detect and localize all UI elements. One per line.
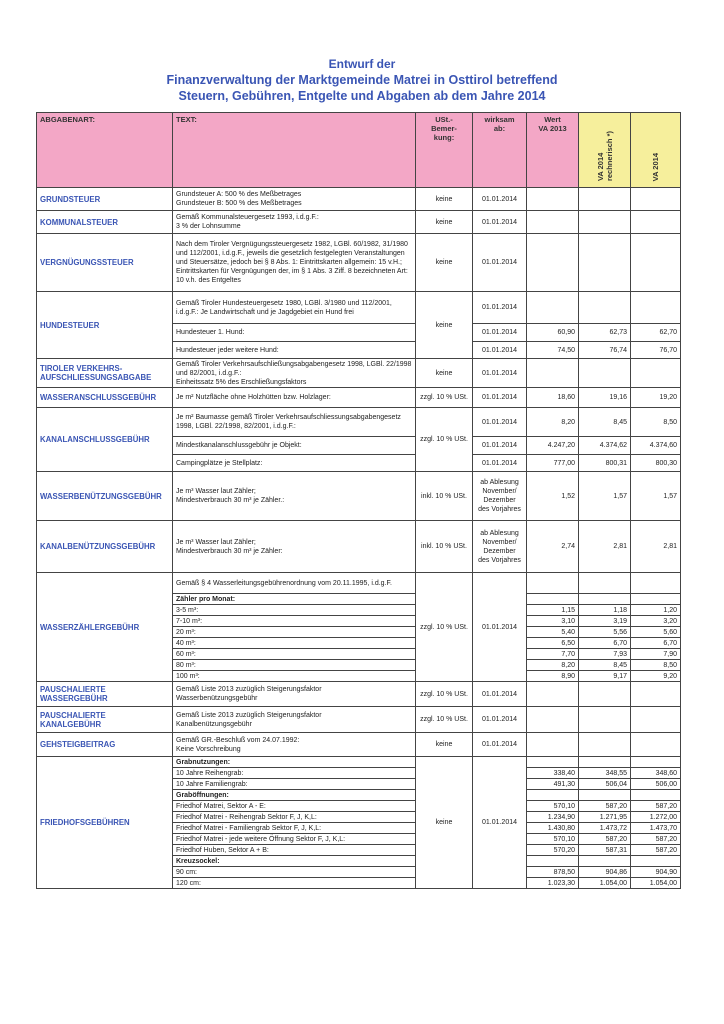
category-cell: VERGNÜGUNGSSTEUER	[37, 234, 173, 292]
date-cell: 01.01.2014	[473, 707, 527, 733]
rechnerisch-cell: 76,74	[579, 342, 631, 359]
text-cell: Gemäß Tiroler Verkehrsaufschließungsabgabengesetz 1998, LGBl. 22/1998 und 82/2001, i.d.g.F.: Einheitssatz 5% des Erschließungsfaktors	[173, 359, 416, 388]
va-cell: 4.374,60	[631, 437, 681, 455]
date-cell: 01.01.2014	[473, 733, 527, 757]
text-cell: 20 m³:	[173, 627, 416, 638]
ust-cell: zzgl. 10 % USt.	[416, 573, 473, 682]
va-cell: 62,70	[631, 324, 681, 342]
date-cell: 01.01.2014	[473, 324, 527, 342]
category-cell: WASSERBENÜTZUNGSGEBÜHR	[37, 472, 173, 521]
category-cell: PAUSCHALIERTE WASSERGEBÜHR	[37, 682, 173, 707]
wert-cell: 8,20	[527, 660, 579, 671]
va-cell: 904,90	[631, 867, 681, 878]
text-cell: 100 m³:	[173, 671, 416, 682]
rechnerisch-cell: 800,31	[579, 455, 631, 472]
ust-cell: keine	[416, 211, 473, 234]
wert-cell: 491,30	[527, 779, 579, 790]
ust-cell: zzgl. 10 % USt.	[416, 388, 473, 408]
text-cell: Graböffnungen:	[173, 790, 416, 801]
rechnerisch-cell: 1.271,95	[579, 812, 631, 823]
category-cell: FRIEDHOFSGEBÜHREN	[37, 757, 173, 889]
header-va-rechnerisch: VA 2014 rechnerisch *)	[579, 113, 631, 188]
table-row	[37, 388, 681, 408]
category-cell: KANALBENÜTZUNGSGEBÜHR	[37, 521, 173, 573]
text-cell: Gemäß § 4 Wasserleitungsgebührenordnung vom 20.11.1995, i.d.g.F.	[173, 573, 416, 594]
wert-cell: 60,90	[527, 324, 579, 342]
rechnerisch-cell: 2,81	[579, 521, 631, 573]
ust-cell: keine	[416, 234, 473, 292]
wert-cell: 7,70	[527, 649, 579, 660]
date-cell: 01.01.2014	[473, 408, 527, 437]
va-cell: 587,20	[631, 801, 681, 812]
text-cell: Je m² Baumasse gemäß Tiroler Verkehrsaufschliessungsabgabengesetz 1998, LGBl. 22/1998, 82/2001, i.d.g.F.:	[173, 408, 416, 437]
rechnerisch-cell: 506,04	[579, 779, 631, 790]
va-cell: 1.054,00	[631, 878, 681, 889]
date-cell: 01.01.2014	[473, 359, 527, 388]
wert-cell: 338,40	[527, 768, 579, 779]
text-cell: 10 Jahre Reihengrab:	[173, 768, 416, 779]
rechnerisch-cell: 587,20	[579, 834, 631, 845]
rechnerisch-cell: 19,16	[579, 388, 631, 408]
rechnerisch-cell: 1.473,72	[579, 823, 631, 834]
header-abgabenart: ABGABENART:	[37, 113, 173, 188]
wert-cell: 5,40	[527, 627, 579, 638]
rechnerisch-cell: 7,93	[579, 649, 631, 660]
wert-cell: 3,10	[527, 616, 579, 627]
rechnerisch-cell: 5,56	[579, 627, 631, 638]
wert-cell: 1.430,80	[527, 823, 579, 834]
ust-cell: inkl. 10 % USt.	[416, 521, 473, 573]
va-cell: 6,70	[631, 638, 681, 649]
category-cell: KOMMUNALSTEUER	[37, 211, 173, 234]
title-line-2: Finanzverwaltung der Marktgemeinde Matrei in Osttirol betreffend	[166, 73, 558, 87]
rechnerisch-cell: 587,20	[579, 801, 631, 812]
date-cell: ab Ablesung November/ Dezember des Vorjahres	[473, 521, 527, 573]
wert-cell: 1,52	[527, 472, 579, 521]
wert-cell: 570,10	[527, 834, 579, 845]
rechnerisch-cell: 1,57	[579, 472, 631, 521]
date-cell: 01.01.2014	[473, 211, 527, 234]
va-cell: 9,20	[631, 671, 681, 682]
ust-cell: keine	[416, 188, 473, 211]
table-row	[37, 707, 681, 733]
wert-cell: 777,00	[527, 455, 579, 472]
ust-cell: zzgl. 10 % USt.	[416, 682, 473, 707]
va-cell: 8,50	[631, 660, 681, 671]
wert-cell: 8,90	[527, 671, 579, 682]
date-cell: 01.01.2014	[473, 292, 527, 324]
rechnerisch-cell: 8,45	[579, 660, 631, 671]
category-cell: TIROLER VERKEHRS- AUFSCHLIESSUNGSABGABE	[37, 359, 173, 388]
text-cell: Gemäß Liste 2013 zuzüglich Steigerungsfaktor Wasserbenützungsgebühr	[173, 682, 416, 707]
text-cell: Gemäß Liste 2013 zuzüglich Steigerungsfaktor Kanalbenützungsgebühr	[173, 707, 416, 733]
table-row	[37, 408, 681, 437]
va-cell: 2,81	[631, 521, 681, 573]
category-cell: KANALANSCHLUSSGEBÜHR	[37, 408, 173, 472]
date-cell: 01.01.2014	[473, 388, 527, 408]
date-cell: 01.01.2014	[473, 455, 527, 472]
va-cell: 1.473,70	[631, 823, 681, 834]
wert-cell: 8,20	[527, 408, 579, 437]
va-cell: 7,90	[631, 649, 681, 660]
wert-cell: 1,15	[527, 605, 579, 616]
header-wirksam: wirksam ab:	[473, 113, 527, 188]
category-cell: PAUSCHALIERTE KANALGEBÜHR	[37, 707, 173, 733]
text-cell: Campingplätze je Stellplatz:	[173, 455, 416, 472]
category-cell: WASSERANSCHLUSSGEBÜHR	[37, 388, 173, 408]
fee-table	[36, 112, 681, 889]
text-cell: Gemäß Tiroler Hundesteuergesetz 1980, LGBl. 3/1980 und 112/2001, i.d.g.F.: Je Landwirtschaft und je Jagdgebiet ein Hund frei	[173, 292, 416, 324]
table-row	[37, 682, 681, 707]
text-cell: Zähler pro Monat:	[173, 594, 416, 605]
text-cell: Nach dem Tiroler Vergnügungssteuergesetz 1982, LGBl. 60/1982, 31/1980 und 112/2001, i.d.g.F., jeweils die gesetzlich festgelegten Veranstaltungen und Steuersätze, jedoch bei § 8 Abs. 1: Eintrittskarten allgemein: 15 v.H.; Eintrittskarten für Vergnügungen der, im § 1 Abs. 3 Ziff. 8 bezeichneten Art: 10 v.h. des Entgeltes	[173, 234, 416, 292]
text-cell: Friedhof Matrei, Sektor A - E:	[173, 801, 416, 812]
text-cell: Gemäß GR.-Beschluß vom 24.07.1992: Keine Vorschreibung	[173, 733, 416, 757]
rechnerisch-cell: 904,86	[579, 867, 631, 878]
va-cell: 587,20	[631, 834, 681, 845]
text-cell: Gemäß Kommunalsteuergesetz 1993, i.d.g.F.: 3 % der Lohnsumme	[173, 211, 416, 234]
text-cell: 90 cm:	[173, 867, 416, 878]
date-cell: 01.01.2014	[473, 757, 527, 889]
date-cell: 01.01.2014	[473, 682, 527, 707]
text-cell: Je m³ Wasser laut Zähler; Mindestverbrauch 30 m³ je Zähler.:	[173, 472, 416, 521]
header-wert: Wert VA 2013	[527, 113, 579, 188]
text-cell: Hundesteuer jeder weitere Hund:	[173, 342, 416, 359]
va-cell: 1,57	[631, 472, 681, 521]
text-cell: 60 m³:	[173, 649, 416, 660]
text-cell: Je m³ Wasser laut Zähler; Mindestverbrauch 30 m³ je Zähler:	[173, 521, 416, 573]
text-cell: Kreuzsockel:	[173, 856, 416, 867]
table-row	[37, 211, 681, 234]
ust-cell: zzgl. 10 % USt.	[416, 408, 473, 472]
text-cell: Mindestkanalanschlussgebühr je Objekt:	[173, 437, 416, 455]
wert-cell: 878,50	[527, 867, 579, 878]
ust-cell: keine	[416, 292, 473, 359]
text-cell: Grabnutzungen:	[173, 757, 416, 768]
date-cell: ab Ablesung November/ Dezember des Vorjahres	[473, 472, 527, 521]
va-cell: 5,60	[631, 627, 681, 638]
header-row	[37, 113, 681, 188]
date-cell: 01.01.2014	[473, 188, 527, 211]
date-cell: 01.01.2014	[473, 437, 527, 455]
va-cell: 587,20	[631, 845, 681, 856]
table-row	[37, 188, 681, 211]
header-va-2014: VA 2014	[631, 113, 681, 188]
title-line-3: Steuern, Gebühren, Entgelte und Abgaben ab dem Jahre 2014	[178, 89, 546, 103]
table-row	[37, 359, 681, 388]
wert-cell: 4.247,20	[527, 437, 579, 455]
category-cell: WASSERZÄHLERGEBÜHR	[37, 573, 173, 682]
text-cell: Hundesteuer 1. Hund:	[173, 324, 416, 342]
table-row	[37, 234, 681, 292]
date-cell: 01.01.2014	[473, 234, 527, 292]
wert-cell: 18,60	[527, 388, 579, 408]
text-cell: 10 Jahre Familiengrab:	[173, 779, 416, 790]
rechnerisch-cell: 62,73	[579, 324, 631, 342]
text-cell: Grundsteuer A: 500 % des Meßbetrages Grundsteuer B: 500 % des Meßbetrages	[173, 188, 416, 211]
ust-cell: zzgl. 10 % USt.	[416, 707, 473, 733]
category-cell: GEHSTEIGBEITRAG	[37, 733, 173, 757]
text-cell: 40 m³:	[173, 638, 416, 649]
table-row	[37, 757, 681, 768]
va-cell: 800,30	[631, 455, 681, 472]
wert-cell: 570,10	[527, 801, 579, 812]
text-cell: 80 m³:	[173, 660, 416, 671]
ust-cell: keine	[416, 359, 473, 388]
va-cell: 76,70	[631, 342, 681, 359]
date-cell: 01.01.2014	[473, 573, 527, 682]
wert-cell: 1.023,30	[527, 878, 579, 889]
text-cell: 7-10 m³:	[173, 616, 416, 627]
category-cell: HUNDESTEUER	[37, 292, 173, 359]
text-cell: Friedhof Matrei - jede weitere Öffnung Sektor F, J, K,L:	[173, 834, 416, 845]
va-cell: 506,00	[631, 779, 681, 790]
rechnerisch-cell: 8,45	[579, 408, 631, 437]
rechnerisch-cell: 6,70	[579, 638, 631, 649]
text-cell: Friedhof Matrei - Reihengrab Sektor F, J, K,L:	[173, 812, 416, 823]
table-row	[37, 573, 681, 594]
table-row	[37, 472, 681, 521]
title-line-1: Entwurf der	[328, 57, 396, 71]
text-cell: Friedhof Huben, Sektor A + B:	[173, 845, 416, 856]
rechnerisch-cell: 1.054,00	[579, 878, 631, 889]
date-cell: 01.01.2014	[473, 342, 527, 359]
header-ust: USt.- Bemer- kung:	[416, 113, 473, 188]
wert-cell: 74,50	[527, 342, 579, 359]
va-cell: 1.272,00	[631, 812, 681, 823]
ust-cell: inkl. 10 % USt.	[416, 472, 473, 521]
rechnerisch-cell: 348,55	[579, 768, 631, 779]
ust-cell: keine	[416, 733, 473, 757]
wert-cell: 2,74	[527, 521, 579, 573]
text-cell: Je m² Nutzfläche ohne Holzhütten bzw. Holzlager:	[173, 388, 416, 408]
table-row	[37, 292, 681, 324]
va-cell: 1,20	[631, 605, 681, 616]
header-text: TEXT:	[173, 113, 416, 188]
ust-cell: keine	[416, 757, 473, 889]
document-title	[0, 56, 724, 104]
va-cell: 8,50	[631, 408, 681, 437]
text-cell: Friedhof Matrei - Familiengrab Sektor F, J, K,L:	[173, 823, 416, 834]
va-cell: 3,20	[631, 616, 681, 627]
rechnerisch-cell: 4.374,62	[579, 437, 631, 455]
va-cell: 348,60	[631, 768, 681, 779]
wert-cell: 1.234,90	[527, 812, 579, 823]
va-cell: 19,20	[631, 388, 681, 408]
rechnerisch-cell: 1,18	[579, 605, 631, 616]
table-row	[37, 733, 681, 757]
table-row	[37, 521, 681, 573]
wert-cell: 570,20	[527, 845, 579, 856]
category-cell: GRUNDSTEUER	[37, 188, 173, 211]
wert-cell: 6,50	[527, 638, 579, 649]
text-cell: 120 cm:	[173, 878, 416, 889]
text-cell: 3-5 m³:	[173, 605, 416, 616]
rechnerisch-cell: 9,17	[579, 671, 631, 682]
rechnerisch-cell: 3,19	[579, 616, 631, 627]
rechnerisch-cell: 587,31	[579, 845, 631, 856]
